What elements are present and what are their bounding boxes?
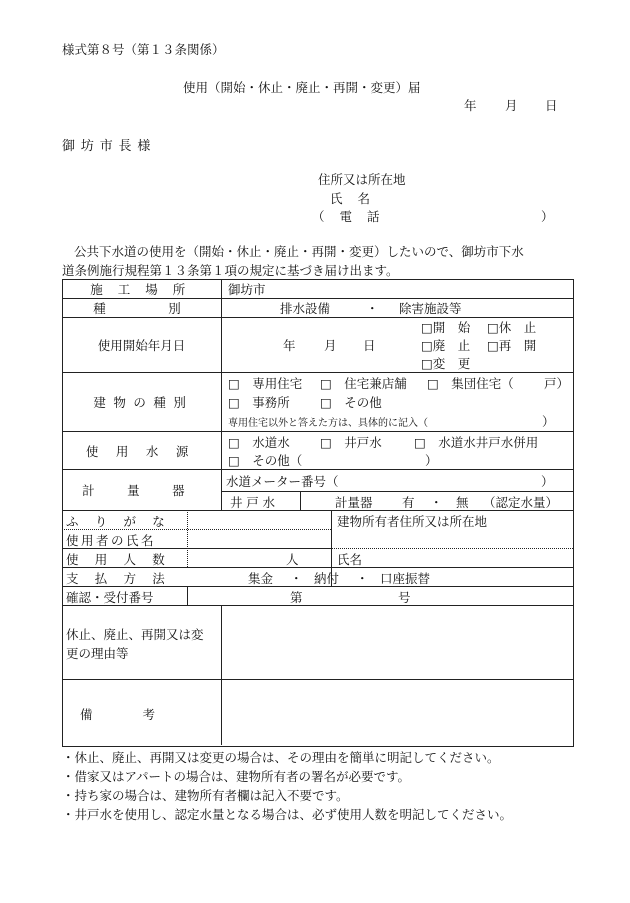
furigana-label: ふりがな bbox=[66, 514, 182, 529]
building-office-checkbox[interactable]: □ 事務所 bbox=[228, 395, 290, 410]
water-other-close: ） bbox=[425, 453, 438, 468]
row-divider bbox=[62, 372, 573, 373]
note-item: ・借家又はアパートの場合は、建物所有者の署名が必要です。 bbox=[62, 769, 411, 784]
user-name-label: 使用者の氏名 bbox=[66, 533, 157, 548]
payment-separator-1: ・ bbox=[290, 571, 303, 586]
confirm-suffix: 号 bbox=[398, 590, 411, 605]
meter-separator: ・ bbox=[430, 495, 443, 510]
row-divider bbox=[62, 431, 573, 432]
reason-label-line-1: 休止、廃止、再開又は変 bbox=[66, 627, 204, 642]
owner-name-label: 氏名 bbox=[337, 552, 363, 567]
start-date-label: 使用開始年月日 bbox=[97, 338, 186, 353]
intro-line-1: 公共下水道の使用を（開始・休止・廃止・再開・変更）したいので、御坊市下水 bbox=[74, 244, 524, 259]
payment-collection-option[interactable]: 集金 bbox=[248, 571, 274, 586]
water-combined-checkbox[interactable]: □ 水道水井戸水併用 bbox=[414, 435, 539, 450]
persons-unit: 人 bbox=[286, 552, 299, 567]
meter-number-label: 水道メーター番号（ bbox=[226, 474, 339, 489]
row-divider bbox=[62, 469, 573, 470]
type-option-pretreatment[interactable]: 除害施設等 bbox=[399, 301, 462, 316]
date-day-label: 日 bbox=[545, 98, 558, 113]
persons-label: 使用人数 bbox=[66, 552, 182, 567]
payment-label: 支払方法 bbox=[66, 571, 182, 586]
note-item: ・井戸水を使用し、認定水量となる場合は、必ず使用人数を明記してください。 bbox=[62, 807, 513, 822]
payment-separator-2: ・ bbox=[356, 571, 369, 586]
start-year-label: 年 bbox=[283, 338, 296, 353]
date-month-label: 月 bbox=[505, 98, 518, 113]
type-separator: ・ bbox=[366, 301, 379, 316]
reason-label-line-2: 更の理由等 bbox=[66, 646, 129, 661]
building-note-close: ） bbox=[542, 414, 555, 429]
meter-no-option[interactable]: 無 bbox=[456, 495, 469, 510]
row-divider-dotted bbox=[331, 548, 573, 549]
type-label: 種別 bbox=[93, 301, 244, 316]
payment-self-pay-option[interactable]: 納付 bbox=[314, 571, 340, 586]
addressee: 御坊市長様 bbox=[62, 139, 157, 154]
applicant-name-label: 氏名 bbox=[330, 191, 386, 206]
confirm-number-label: 確認・受付番号 bbox=[66, 590, 154, 605]
date-year-label: 年 bbox=[464, 98, 477, 113]
applicant-phone-close: ） bbox=[541, 209, 554, 224]
meter-number-close: ） bbox=[541, 474, 554, 489]
confirm-prefix: 第 bbox=[290, 590, 303, 605]
status-resume-checkbox[interactable]: □再 開 bbox=[487, 338, 537, 353]
water-tap-checkbox[interactable]: □ 水道水 bbox=[228, 435, 290, 450]
col-divider bbox=[300, 491, 301, 510]
meter-device-label: 計量器 bbox=[335, 495, 373, 510]
status-abolish-checkbox[interactable]: □廃 止 bbox=[421, 338, 471, 353]
applicant-address-label: 住所又は所在地 bbox=[318, 172, 406, 187]
site-value[interactable]: 御坊市 bbox=[228, 282, 266, 297]
intro-line-2: 道条例施行規程第１３条第１項の規定に基づき届け出ます。 bbox=[62, 263, 399, 278]
col-divider bbox=[187, 586, 188, 605]
site-label: 施工場所 bbox=[90, 282, 201, 297]
well-water-label: 井戸水 bbox=[230, 495, 279, 510]
building-units-label: 戸） bbox=[544, 376, 570, 391]
building-collective-checkbox[interactable]: □ 集団住宅（ bbox=[427, 376, 514, 391]
start-day-label: 日 bbox=[363, 338, 376, 353]
meter-label: 計量器 bbox=[82, 483, 218, 498]
building-house-shop-checkbox[interactable]: □ 住宅兼店舗 bbox=[320, 376, 407, 391]
building-type-label: 建物の種別 bbox=[93, 395, 194, 410]
notes-list bbox=[62, 749, 512, 825]
status-start-checkbox[interactable]: □開 始 bbox=[421, 320, 471, 335]
form-title: 使用（開始・休止・廃止・再開・変更）届 bbox=[183, 80, 421, 95]
start-month-label: 月 bbox=[324, 338, 337, 353]
water-source-label: 使用水源 bbox=[85, 444, 206, 459]
note-item: ・持ち家の場合は、建物所有者欄は記入不要です。 bbox=[62, 788, 349, 803]
meter-certified-label: （認定水量） bbox=[483, 495, 559, 510]
form-number: 様式第８号（第１３条関係） bbox=[62, 42, 225, 57]
status-change-checkbox[interactable]: □変 更 bbox=[421, 356, 471, 371]
type-option-drainage[interactable]: 排水設備 bbox=[280, 301, 331, 316]
owner-address-label: 建物所有者住所又は所在地 bbox=[337, 514, 488, 529]
note-item: ・休止、廃止、再開又は変更の場合は、その理由を簡単に明記してください。 bbox=[62, 750, 500, 765]
reason-input-area[interactable] bbox=[222, 606, 571, 678]
water-well-checkbox[interactable]: □ 井戸水 bbox=[320, 435, 382, 450]
remarks-label: 備 考 bbox=[80, 707, 156, 722]
water-other-checkbox[interactable]: □ その他（ bbox=[228, 453, 303, 468]
applicant-phone-label: （電話 bbox=[312, 209, 395, 224]
meter-yes-option[interactable]: 有 bbox=[402, 495, 415, 510]
building-note: 専用住宅以外と答えた方は、具体的に記入（ bbox=[228, 418, 428, 429]
building-private-house-checkbox[interactable]: □ 専用住宅 bbox=[228, 376, 303, 391]
row-divider bbox=[221, 491, 573, 492]
remarks-input-area[interactable] bbox=[222, 680, 571, 744]
status-suspend-checkbox[interactable]: □休 止 bbox=[487, 320, 537, 335]
payment-bank-transfer-option[interactable]: 口座振替 bbox=[380, 571, 431, 586]
col-divider-dotted bbox=[187, 510, 188, 567]
building-other-checkbox[interactable]: □ その他 bbox=[320, 395, 382, 410]
